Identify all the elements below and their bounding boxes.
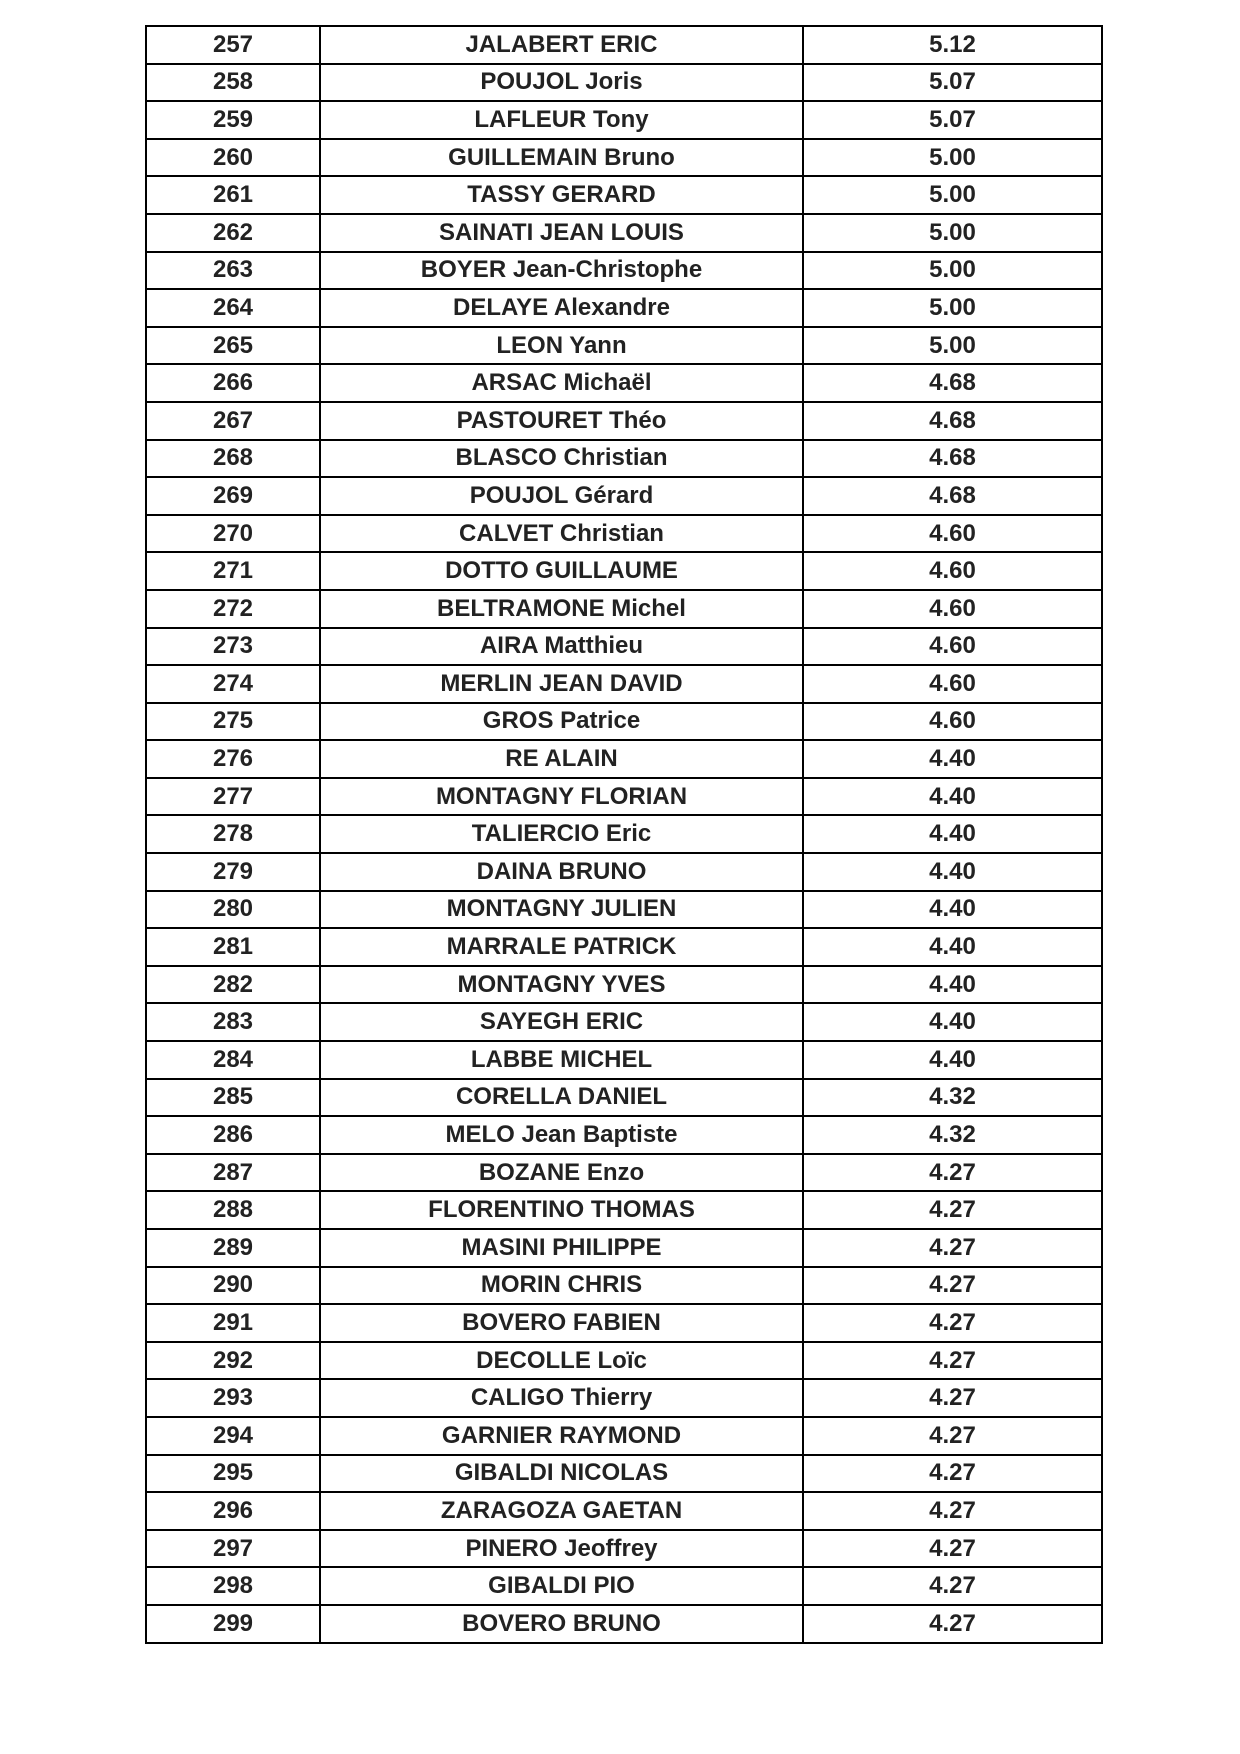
rank-cell: 298 xyxy=(146,1567,320,1605)
table-row xyxy=(146,853,1102,891)
name-cell: MONTAGNY FLORIAN xyxy=(320,778,803,816)
table-row xyxy=(146,289,1102,327)
name-cell: LAFLEUR Tony xyxy=(320,101,803,139)
name-cell: FLORENTINO THOMAS xyxy=(320,1191,803,1229)
rank-cell: 271 xyxy=(146,552,320,590)
rank-cell: 269 xyxy=(146,477,320,515)
name-cell: MARRALE PATRICK xyxy=(320,928,803,966)
score-cell: 4.27 xyxy=(803,1417,1102,1455)
rank-cell: 264 xyxy=(146,289,320,327)
rank-cell: 281 xyxy=(146,928,320,966)
name-cell: PASTOURET Théo xyxy=(320,402,803,440)
table-row xyxy=(146,1492,1102,1530)
score-cell: 4.27 xyxy=(803,1304,1102,1342)
name-cell: TASSY GERARD xyxy=(320,176,803,214)
rank-cell: 280 xyxy=(146,891,320,929)
table-row xyxy=(146,1530,1102,1568)
score-cell: 4.27 xyxy=(803,1567,1102,1605)
score-cell: 4.40 xyxy=(803,1003,1102,1041)
name-cell: DAINA BRUNO xyxy=(320,853,803,891)
name-cell: AIRA Matthieu xyxy=(320,628,803,666)
table-row xyxy=(146,1605,1102,1643)
table-row xyxy=(146,552,1102,590)
table-row xyxy=(146,176,1102,214)
score-cell: 5.00 xyxy=(803,139,1102,177)
rank-cell: 265 xyxy=(146,327,320,365)
rank-cell: 273 xyxy=(146,628,320,666)
rank-cell: 295 xyxy=(146,1455,320,1493)
score-cell: 4.27 xyxy=(803,1342,1102,1380)
score-cell: 4.27 xyxy=(803,1154,1102,1192)
score-cell: 4.40 xyxy=(803,928,1102,966)
table-row xyxy=(146,364,1102,402)
rank-cell: 299 xyxy=(146,1605,320,1643)
table-row xyxy=(146,703,1102,741)
table-row xyxy=(146,1342,1102,1380)
table-row xyxy=(146,1379,1102,1417)
name-cell: MORIN CHRIS xyxy=(320,1267,803,1305)
rank-cell: 272 xyxy=(146,590,320,628)
rank-cell: 257 xyxy=(146,26,320,64)
score-cell: 4.40 xyxy=(803,740,1102,778)
table-row xyxy=(146,1041,1102,1079)
table-row xyxy=(146,740,1102,778)
rank-cell: 287 xyxy=(146,1154,320,1192)
name-cell: MONTAGNY YVES xyxy=(320,966,803,1004)
rank-cell: 263 xyxy=(146,252,320,290)
score-cell: 4.68 xyxy=(803,364,1102,402)
name-cell: GIBALDI PIO xyxy=(320,1567,803,1605)
ranking-sheet xyxy=(145,25,1101,1644)
score-cell: 4.68 xyxy=(803,402,1102,440)
table-row xyxy=(146,101,1102,139)
name-cell: LABBE MICHEL xyxy=(320,1041,803,1079)
score-cell: 4.27 xyxy=(803,1191,1102,1229)
rank-cell: 259 xyxy=(146,101,320,139)
name-cell: PINERO Jeoffrey xyxy=(320,1530,803,1568)
rank-cell: 285 xyxy=(146,1079,320,1117)
score-cell: 4.27 xyxy=(803,1229,1102,1267)
rank-cell: 294 xyxy=(146,1417,320,1455)
name-cell: GROS Patrice xyxy=(320,703,803,741)
score-cell: 4.68 xyxy=(803,440,1102,478)
name-cell: MONTAGNY JULIEN xyxy=(320,891,803,929)
score-cell: 4.60 xyxy=(803,665,1102,703)
ranking-table-body xyxy=(146,26,1102,1643)
rank-cell: 261 xyxy=(146,176,320,214)
score-cell: 4.27 xyxy=(803,1455,1102,1493)
score-cell: 5.07 xyxy=(803,101,1102,139)
table-row xyxy=(146,26,1102,64)
name-cell: GIBALDI NICOLAS xyxy=(320,1455,803,1493)
score-cell: 4.40 xyxy=(803,891,1102,929)
table-row xyxy=(146,665,1102,703)
score-cell: 4.60 xyxy=(803,515,1102,553)
table-row xyxy=(146,515,1102,553)
score-cell: 4.68 xyxy=(803,477,1102,515)
rank-cell: 268 xyxy=(146,440,320,478)
rank-cell: 262 xyxy=(146,214,320,252)
name-cell: DECOLLE Loïc xyxy=(320,1342,803,1380)
score-cell: 4.60 xyxy=(803,628,1102,666)
score-cell: 4.40 xyxy=(803,966,1102,1004)
table-row xyxy=(146,1003,1102,1041)
table-row xyxy=(146,966,1102,1004)
rank-cell: 277 xyxy=(146,778,320,816)
score-cell: 4.40 xyxy=(803,853,1102,891)
table-row xyxy=(146,1455,1102,1493)
score-cell: 4.27 xyxy=(803,1530,1102,1568)
rank-cell: 289 xyxy=(146,1229,320,1267)
table-row xyxy=(146,1417,1102,1455)
table-row xyxy=(146,628,1102,666)
table-row xyxy=(146,1304,1102,1342)
score-cell: 4.60 xyxy=(803,552,1102,590)
name-cell: MELO Jean Baptiste xyxy=(320,1116,803,1154)
name-cell: LEON Yann xyxy=(320,327,803,365)
rank-cell: 297 xyxy=(146,1530,320,1568)
score-cell: 4.40 xyxy=(803,778,1102,816)
rank-cell: 266 xyxy=(146,364,320,402)
score-cell: 4.27 xyxy=(803,1492,1102,1530)
score-cell: 4.60 xyxy=(803,590,1102,628)
table-row xyxy=(146,590,1102,628)
name-cell: DELAYE Alexandre xyxy=(320,289,803,327)
name-cell: BOVERO BRUNO xyxy=(320,1605,803,1643)
name-cell: MASINI PHILIPPE xyxy=(320,1229,803,1267)
table-row xyxy=(146,64,1102,102)
name-cell: BOVERO FABIEN xyxy=(320,1304,803,1342)
rank-cell: 278 xyxy=(146,815,320,853)
score-cell: 4.27 xyxy=(803,1267,1102,1305)
score-cell: 5.00 xyxy=(803,327,1102,365)
score-cell: 4.40 xyxy=(803,815,1102,853)
rank-cell: 291 xyxy=(146,1304,320,1342)
name-cell: GARNIER RAYMOND xyxy=(320,1417,803,1455)
name-cell: RE ALAIN xyxy=(320,740,803,778)
table-row xyxy=(146,1116,1102,1154)
score-cell: 5.00 xyxy=(803,252,1102,290)
name-cell: TALIERCIO Eric xyxy=(320,815,803,853)
table-row xyxy=(146,1154,1102,1192)
score-cell: 4.32 xyxy=(803,1079,1102,1117)
name-cell: BELTRAMONE Michel xyxy=(320,590,803,628)
name-cell: ZARAGOZA GAETAN xyxy=(320,1492,803,1530)
name-cell: BLASCO Christian xyxy=(320,440,803,478)
table-row xyxy=(146,1229,1102,1267)
table-row xyxy=(146,327,1102,365)
score-cell: 5.07 xyxy=(803,64,1102,102)
score-cell: 5.00 xyxy=(803,176,1102,214)
name-cell: POUJOL Joris xyxy=(320,64,803,102)
table-row xyxy=(146,815,1102,853)
name-cell: BOZANE Enzo xyxy=(320,1154,803,1192)
name-cell: BOYER Jean-Christophe xyxy=(320,252,803,290)
name-cell: CORELLA DANIEL xyxy=(320,1079,803,1117)
name-cell: CALIGO Thierry xyxy=(320,1379,803,1417)
rank-cell: 279 xyxy=(146,853,320,891)
table-row xyxy=(146,778,1102,816)
name-cell: CALVET Christian xyxy=(320,515,803,553)
name-cell: DOTTO GUILLAUME xyxy=(320,552,803,590)
rank-cell: 286 xyxy=(146,1116,320,1154)
score-cell: 5.00 xyxy=(803,214,1102,252)
table-row xyxy=(146,1191,1102,1229)
name-cell: POUJOL Gérard xyxy=(320,477,803,515)
rank-cell: 296 xyxy=(146,1492,320,1530)
score-cell: 5.12 xyxy=(803,26,1102,64)
table-row xyxy=(146,1079,1102,1117)
table-row xyxy=(146,214,1102,252)
table-row xyxy=(146,402,1102,440)
ranking-table xyxy=(145,25,1103,1644)
table-row xyxy=(146,477,1102,515)
rank-cell: 293 xyxy=(146,1379,320,1417)
rank-cell: 275 xyxy=(146,703,320,741)
rank-cell: 292 xyxy=(146,1342,320,1380)
rank-cell: 274 xyxy=(146,665,320,703)
score-cell: 4.27 xyxy=(803,1379,1102,1417)
table-row xyxy=(146,1567,1102,1605)
rank-cell: 284 xyxy=(146,1041,320,1079)
name-cell: ARSAC Michaël xyxy=(320,364,803,402)
table-row xyxy=(146,440,1102,478)
table-row xyxy=(146,928,1102,966)
score-cell: 4.27 xyxy=(803,1605,1102,1643)
name-cell: SAYEGH ERIC xyxy=(320,1003,803,1041)
name-cell: GUILLEMAIN Bruno xyxy=(320,139,803,177)
rank-cell: 283 xyxy=(146,1003,320,1041)
name-cell: JALABERT ERIC xyxy=(320,26,803,64)
table-row xyxy=(146,1267,1102,1305)
table-row xyxy=(146,891,1102,929)
rank-cell: 282 xyxy=(146,966,320,1004)
rank-cell: 270 xyxy=(146,515,320,553)
rank-cell: 290 xyxy=(146,1267,320,1305)
table-row xyxy=(146,252,1102,290)
name-cell: MERLIN JEAN DAVID xyxy=(320,665,803,703)
table-row xyxy=(146,139,1102,177)
score-cell: 4.40 xyxy=(803,1041,1102,1079)
rank-cell: 260 xyxy=(146,139,320,177)
rank-cell: 267 xyxy=(146,402,320,440)
rank-cell: 258 xyxy=(146,64,320,102)
rank-cell: 276 xyxy=(146,740,320,778)
score-cell: 4.32 xyxy=(803,1116,1102,1154)
score-cell: 4.60 xyxy=(803,703,1102,741)
name-cell: SAINATI JEAN LOUIS xyxy=(320,214,803,252)
score-cell: 5.00 xyxy=(803,289,1102,327)
rank-cell: 288 xyxy=(146,1191,320,1229)
